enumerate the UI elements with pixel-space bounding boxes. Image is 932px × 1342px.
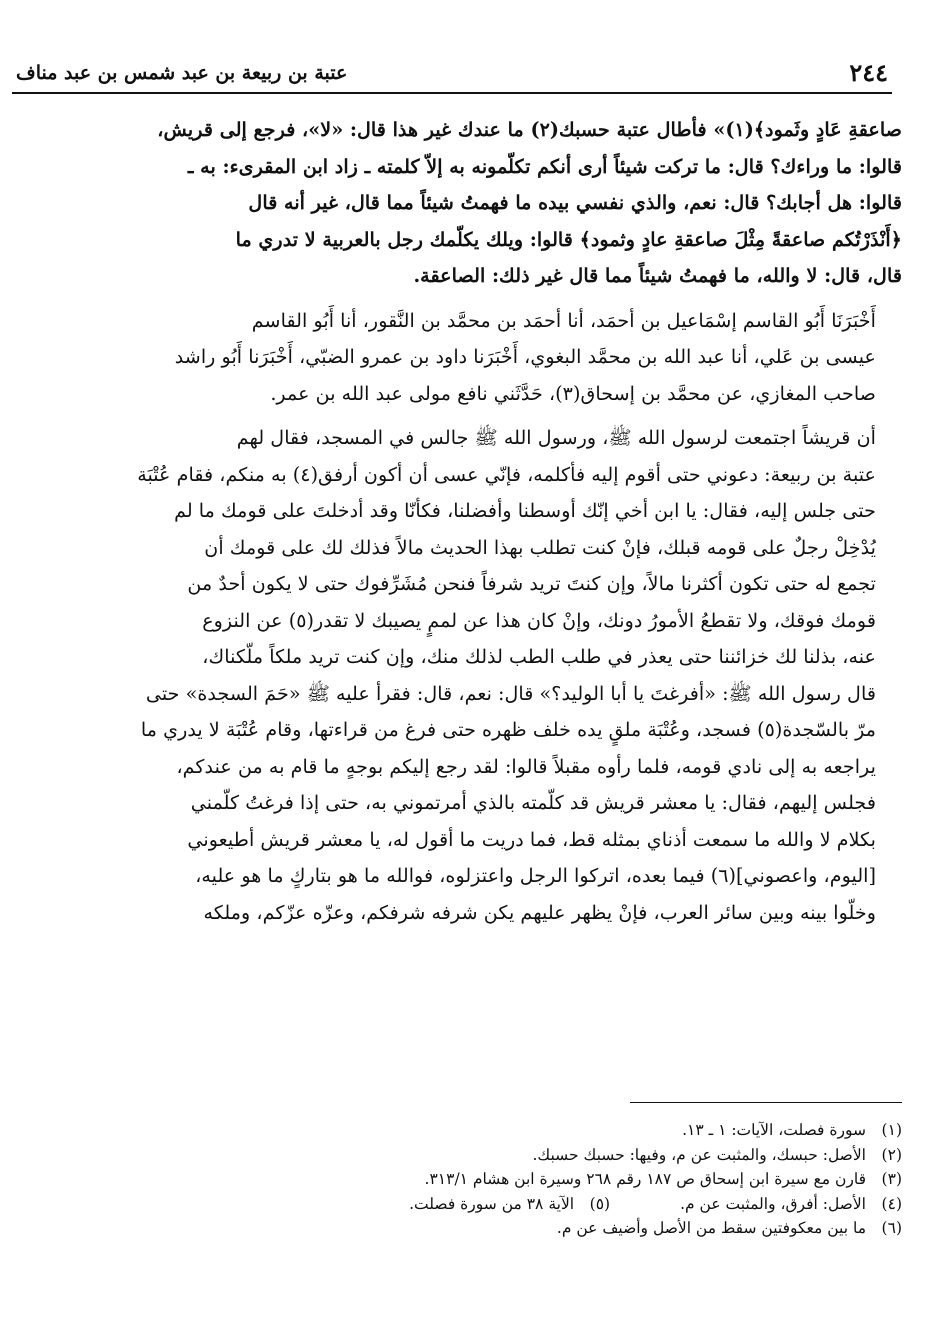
text-line: عيسى بن عَلي، أنا عبد الله بن محمَّد البغوي، أَخْبَرَنا داود بن عمرو الضبّي، أَخْبَرَنا أَبُو راشد: [174, 345, 876, 368]
paragraph-2: [18, 303, 902, 413]
body-text: [18, 112, 902, 939]
text-line: ﴿أَنْذَرْتُكم صاعقةً مِثْلَ صاعقةِ عادٍ وثمود﴾ قالوا: ويلك يكلّمك رجل بالعربية لا تدري ما: [235, 227, 902, 251]
text-line: أن قريشاً اجتمعت لرسول الله ﷺ، ورسول الله ﷺ جالس في المسجد، فقال لهم: [236, 426, 876, 449]
text-line: فجلس إليهم، فقال: يا معشر قريش قد كلّمته بالذي أمرتموني به، حتى إذا فرغتُ كلّمني: [190, 791, 876, 814]
text-line: تجمع له حتى تكون أكثرنا مالاً، وإن كنتَ تريد شرفاً فنحن مُشَرِّفوك حتى لا يكون أحدٌ من: [187, 572, 876, 595]
text-line: قال، قال: لا والله، ما فهمتُ شيئاً مما قال غير ذلك: الصاعقة.: [413, 264, 902, 287]
footnote-text: ما بين معكوفتين سقط من الأصل وأضيف عن م.: [556, 1219, 866, 1237]
footnote-divider: [630, 1102, 902, 1103]
text-line: قومك فوقك، ولا تقطعُ الأمورُ دونك، وإنْ كان هذا عن لممٍ يصيبك لا تقدر(٥) عن النزوع: [202, 608, 876, 632]
paragraph-3: [18, 420, 902, 931]
text-line: صاحب المغازي، عن محمَّد بن إسحاق(٣)، حَدَّثَني نافع مولى عبد الله بن عمر.: [270, 381, 876, 405]
text-line: يراجعه به إلى نادي قومه، فلما رأوه مقبلاً قالوا: لقد رجع إليكم بوجهٍ ما قام به من عندكم،: [176, 754, 876, 778]
footnote-item: [30, 1143, 902, 1168]
footnote-text: الأصل: أفرق، والمثبت عن م.: [680, 1194, 866, 1213]
footnote-number: (٤): [881, 1194, 902, 1213]
footnotes: [30, 1118, 902, 1241]
footnote-number: (٢): [881, 1145, 902, 1164]
footnote-text: الأصل: حبسك، والمثبت عن م، وفيها: حسبك حسبك.: [532, 1145, 866, 1164]
footnote-item: [30, 1167, 902, 1192]
text-line: بكلام لا والله ما سمعت أذناي بمثله قط، فما دريت ما أقول له، يا معشر قريش أطيعوني: [187, 827, 876, 851]
footnote-number: (١): [881, 1121, 902, 1139]
footnote-item: [30, 1216, 902, 1241]
text-line: صاعقةِ عَادٍ وثَمود﴾(١)» فأطال عتبة حسبك(٢) ما عندك غير هذا قال: «لا»، فرجع إلى قريش،: [157, 118, 902, 141]
footnote-text: الآية ٣٨ من سورة فصلت.: [409, 1194, 575, 1213]
text-line: قال رسول الله ﷺ: «أفرغتَ يا أبا الوليد؟» قال: نعم، قال: فقرأ عليه ﷺ «حَمَ السجدة» حتى: [145, 681, 876, 705]
page-header: [12, 58, 892, 94]
text-line: حتى جلس إليه، فقال: يا ابن أخي إنّك أوسطنا وأفضلنا، فكأنّا وقد أدخلتَ على قومك ما لم: [174, 499, 876, 522]
running-head: عتبة بن ربيعة بن عبد شمس بن عبد مناف: [16, 62, 348, 84]
text-line: عتبة بن ربيعة: دعوني حتى أقوم إليه فأكلمه، فإنّي عسى أن أكون أرفق(٤) به منكم، فقام عُتْبَة: [137, 462, 876, 486]
footnote-number: (٦): [881, 1219, 902, 1237]
footnote-number: (٣): [881, 1170, 902, 1188]
footnote-item: [30, 1192, 902, 1217]
footnote-number: (٥): [589, 1194, 611, 1213]
text-line: عنه، بذلنا لك خزائننا حتى يعذر في طلب الطب لذلك منك، وإن كنت تريد ملكاً ملّكناك،: [202, 645, 876, 668]
paragraph-1: [18, 112, 902, 295]
page-number: ٢٤٤: [849, 58, 888, 87]
footnote-text: سورة فصلت، الآيات: ١ ـ ١٣.: [682, 1121, 866, 1139]
text-line: أَخْبَرَنَا أَبُو القاسم إسْمَاعيل بن أحمَد، أنا أحمَد بن محمَّد بن النَّقور، أنا أَبُو القاسم: [251, 308, 876, 332]
footnote-item: [30, 1118, 902, 1143]
text-line: قالوا: هل أجابك؟ قال: نعم، والذي نفسي بيده ما فهمتُ شيئاً مما قال، غير أنه قال: [248, 191, 902, 214]
footnote-text: قارن مع سيرة ابن إسحاق ص ١٨٧ رقم ٢٦٨ وسيرة ابن هشام ٣١٣/١.: [424, 1170, 866, 1188]
text-line: وخلّوا بينه وبين سائر العرب، فإنْ يظهر عليهم يكن شرفه شرفكم، وعزّه عزّكم، وملكه: [203, 900, 876, 924]
text-line: قالوا: ما وراءك؟ قال: ما تركت شيئاً أرى أنكم تكلّمونه به إلاّ كلمته ـ زاد ابن المقرىء: به ـ: [187, 154, 902, 178]
text-line: يُدْخِلْ رجلٌ على قومه قبلك، فإنْ كنت تطلب بهذا الحديث مالاً فذلك لك على قومك أن: [204, 535, 876, 559]
text-line: [اليوم، واعصوني](٦) فيما بعده، اتركوا الرجل واعتزلوه، فوالله ما هو بتاركٍ ما هو عليه،: [195, 864, 876, 887]
text-line: مرّ بالسّجدة(٥) فسجد، وعُتْبَة ملقٍ يده خلف ظهره حتى فرغ من قراءتها، وقام عُتْبَة لا يدري ما: [140, 718, 876, 741]
